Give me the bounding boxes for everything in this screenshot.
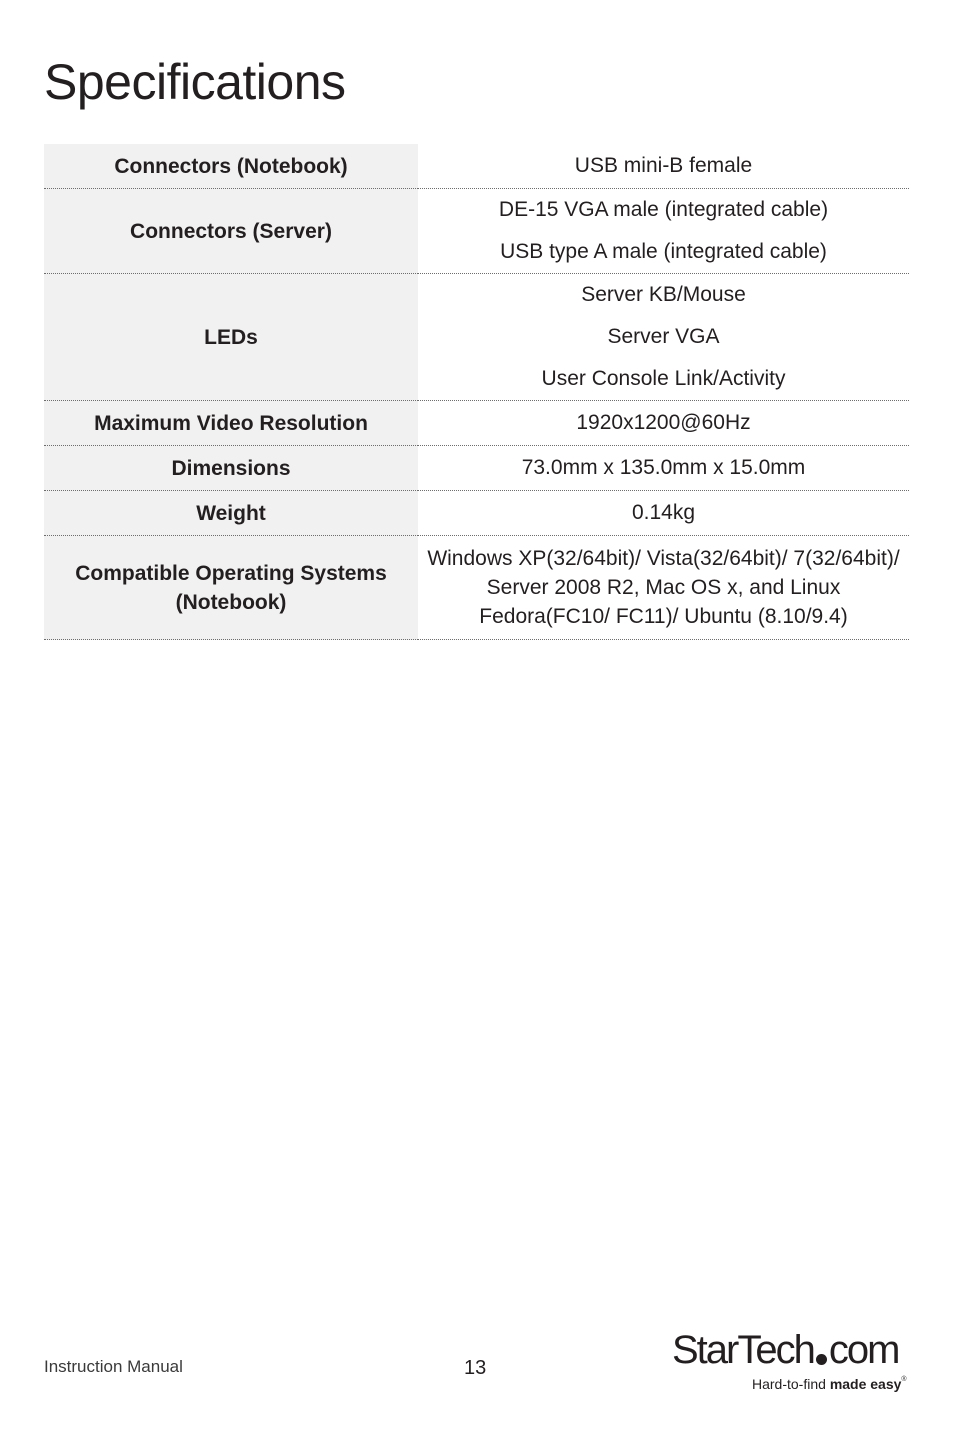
spec-label: Weight	[44, 491, 418, 536]
spec-value-line: Server KB/Mouse	[581, 283, 746, 306]
spec-value-line: 0.14kg	[631, 501, 696, 524]
spec-value-line: User Console Link/Activity	[541, 367, 786, 390]
spec-value	[418, 189, 909, 274]
logo-dot-icon	[816, 1354, 827, 1365]
spec-value-line: USB type A male (integrated cable)	[500, 240, 827, 263]
spec-row-connectors-server	[44, 189, 909, 274]
logo-word-start: StarTech	[672, 1328, 814, 1372]
spec-label: LEDs	[44, 274, 418, 401]
logo-word-end: com	[828, 1328, 899, 1372]
spec-value	[418, 401, 909, 446]
spec-row-dimensions	[44, 446, 909, 491]
spec-value-line: 1920x1200@60Hz	[576, 411, 751, 434]
logo-tagline-start: Hard-to-find	[752, 1376, 830, 1392]
registered-mark: ®	[901, 1376, 907, 1383]
logo-wordmark	[672, 1328, 898, 1372]
spec-row-max-video-resolution	[44, 401, 909, 446]
spec-value	[418, 144, 909, 189]
specifications-table	[44, 144, 909, 640]
page-title: Specifications	[44, 54, 346, 110]
spec-row-connectors-notebook	[44, 144, 909, 189]
spec-label: Compatible Operating Systems (Notebook)	[44, 536, 418, 640]
startech-logo	[672, 1328, 922, 1398]
spec-row-leds	[44, 274, 909, 401]
spec-value	[418, 446, 909, 491]
page-number: 13	[464, 1357, 487, 1379]
spec-value	[418, 536, 909, 640]
spec-value-line: USB mini-B female	[574, 154, 753, 177]
spec-row-compatible-os	[44, 536, 909, 640]
spec-value	[418, 274, 909, 401]
spec-label: Dimensions	[44, 446, 418, 491]
spec-label: Connectors (Notebook)	[44, 144, 418, 189]
spec-value	[418, 491, 909, 536]
spec-value-line: DE-15 VGA male (integrated cable)	[498, 198, 829, 221]
logo-tagline	[752, 1376, 907, 1392]
spec-label: Maximum Video Resolution	[44, 401, 418, 446]
spec-value-line: Server VGA	[607, 325, 720, 348]
spec-row-weight	[44, 491, 909, 536]
spec-value-line: 73.0mm x 135.0mm x 15.0mm	[521, 456, 806, 479]
logo-tagline-strong: made easy	[829, 1376, 902, 1392]
spec-label: Connectors (Server)	[44, 189, 418, 274]
footer-document-title: Instruction Manual	[44, 1357, 183, 1376]
spec-value-paragraph: Windows XP(32/64bit)/ Vista(32/64bit)/ 7(32/64bit)/ Server 2008 R2, Mac OS x, and Linux Fedora(FC10/ FC11)/ Ubuntu (8.10/9.4)	[427, 547, 900, 628]
